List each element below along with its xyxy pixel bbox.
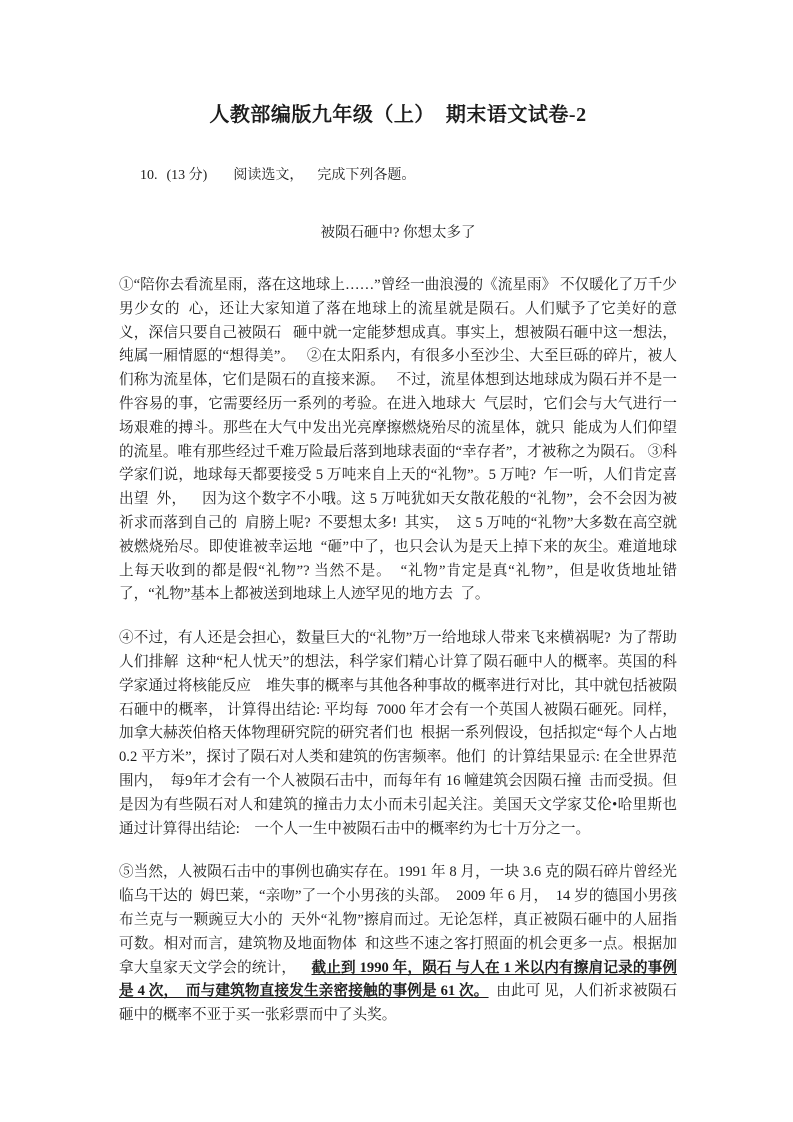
question-score: (13 分) [166,168,208,183]
article-paragraph-1: ①“陪你去看流星雨，落在这地球上……”曾经一曲浪漫的《流星雨》 不仅暖化了万千少男少女的 心，还让大家知道了落在地球上的流星就是陨石。人们赋予了它美好的意 义，深信只要自己被陨石 砸中就一定能梦想成真。事实上，想被陨石砸中这一想法，纯属一厢情愿的“想得美”。 ②在太阳系内，有很多小至沙尘、大至巨砾的碎片，被人们称为流星体，它们是陨石的直接来源。 不过，流星体想到达地球成为陨石并不是一件容易的事，它需要经历一系列的考验。在进入地球大 气层时，它们会与大气进行一场艰难的搏斗。那些在大气中发出光亮摩擦燃烧殆尽的流星体，就只 能成为人们仰望的流星。唯有那些经过千难万险最后落到地球表面的“幸存者”，才被称之为陨石。 ③科学家们说，地球每天都要接受 5 万吨来自上天的“礼物”。5 万吨? 乍一听，人们肯定喜出望 外， 因为这个数字不小哦。这 5 万吨犹如天女散花般的“礼物”，会不会因为被祈求而落到自己的 肩膀上呢? 不要想太多! 其实， 这 5 万吨的“礼物”大多数在高空就被燃烧殆尽。即使谁被幸运地 “砸”中了，也只会认为是天上掉下来的灰尘。难道地球上每天收到的都是假“礼物”? 当然不是。 “礼物”肯定是真“礼物”，但是收货地址错了，“礼物”基本上都被送到地球上人迹罕见的地方去 了。 [119,277,681,603]
paragraph-3-lead: ⑤当然，人被陨石击中的事例也确实存在。1991 年 8 月，一块 3.6 克的陨石碎片曾经光临乌干达的 姆巴莱，“亲吻”了一个小男孩的头部。 2009 年 6 月， 14 岁的德国小男孩布兰克与一颗豌豆大小的 天外“礼物”擦肩而过。无论怎样，真正被陨石砸中的人屈指可数。相对而言，建筑物及地面物体 和这些不速之客打照面的机会更多一点。根据加拿大皇家天文学会的统计， [119,864,677,976]
question-number: 10. [140,168,158,183]
document-content [119,102,681,1028]
question-header [119,143,677,209]
page-title: 人教部编版九年级（上） 期末语文试卷-2 [209,104,587,126]
article-title: 被陨石砸中? 你想太多了 [320,225,476,241]
underlined-statistic: 截止到 1990 年，陨石 与人在 1 米以内有擦肩记录的事例是 4 次， 而与建筑物直接发生亲密接触的事例是 61 次。 [119,959,677,1000]
paragraph-3-tail: 由此可 见，人们祈求被陨石砸中的概率不亚于买一张彩票而中了头奖。 [119,983,677,1024]
article-paragraph-2: ④不过，有人还是会担心，数量巨大的“礼物”万一给地球人带来飞来横祸呢? 为了帮助人们排解 这种“杞人忧天”的想法，科学家们精心计算了陨石砸中人的概率。英国的科学家通过将核能反应 堆失事的概率与其他各种事故的概率进行对比，其中就包括被陨石砸中的概率， 计算得出结论: 平均每 7000 年才会有一个英国人被陨石砸死。同样，加拿大赫茨伯格天体物理研究院的研究者们也 根据一系列假设，包括拟定“每个人占地 0.2 平方米”，探讨了陨石对人类和建筑的伤害频率。他们 的计算结果显示: 在全世界范围内， 每9年才会有一个人被陨石击中，而每年有 16 幢建筑会因陨石撞 击而受损。但是因为有些陨石对人和建筑的撞击力太小而未引起关注。美国天文学家艾伦•哈里斯也通过计算得出结论: 一个人一生中被陨石击中的概率约为七十万分之一。 [119,630,681,837]
question-instruction: 阅读选文， 完成下列各题。 [233,168,416,183]
article-paragraph-3 [119,861,677,1028]
